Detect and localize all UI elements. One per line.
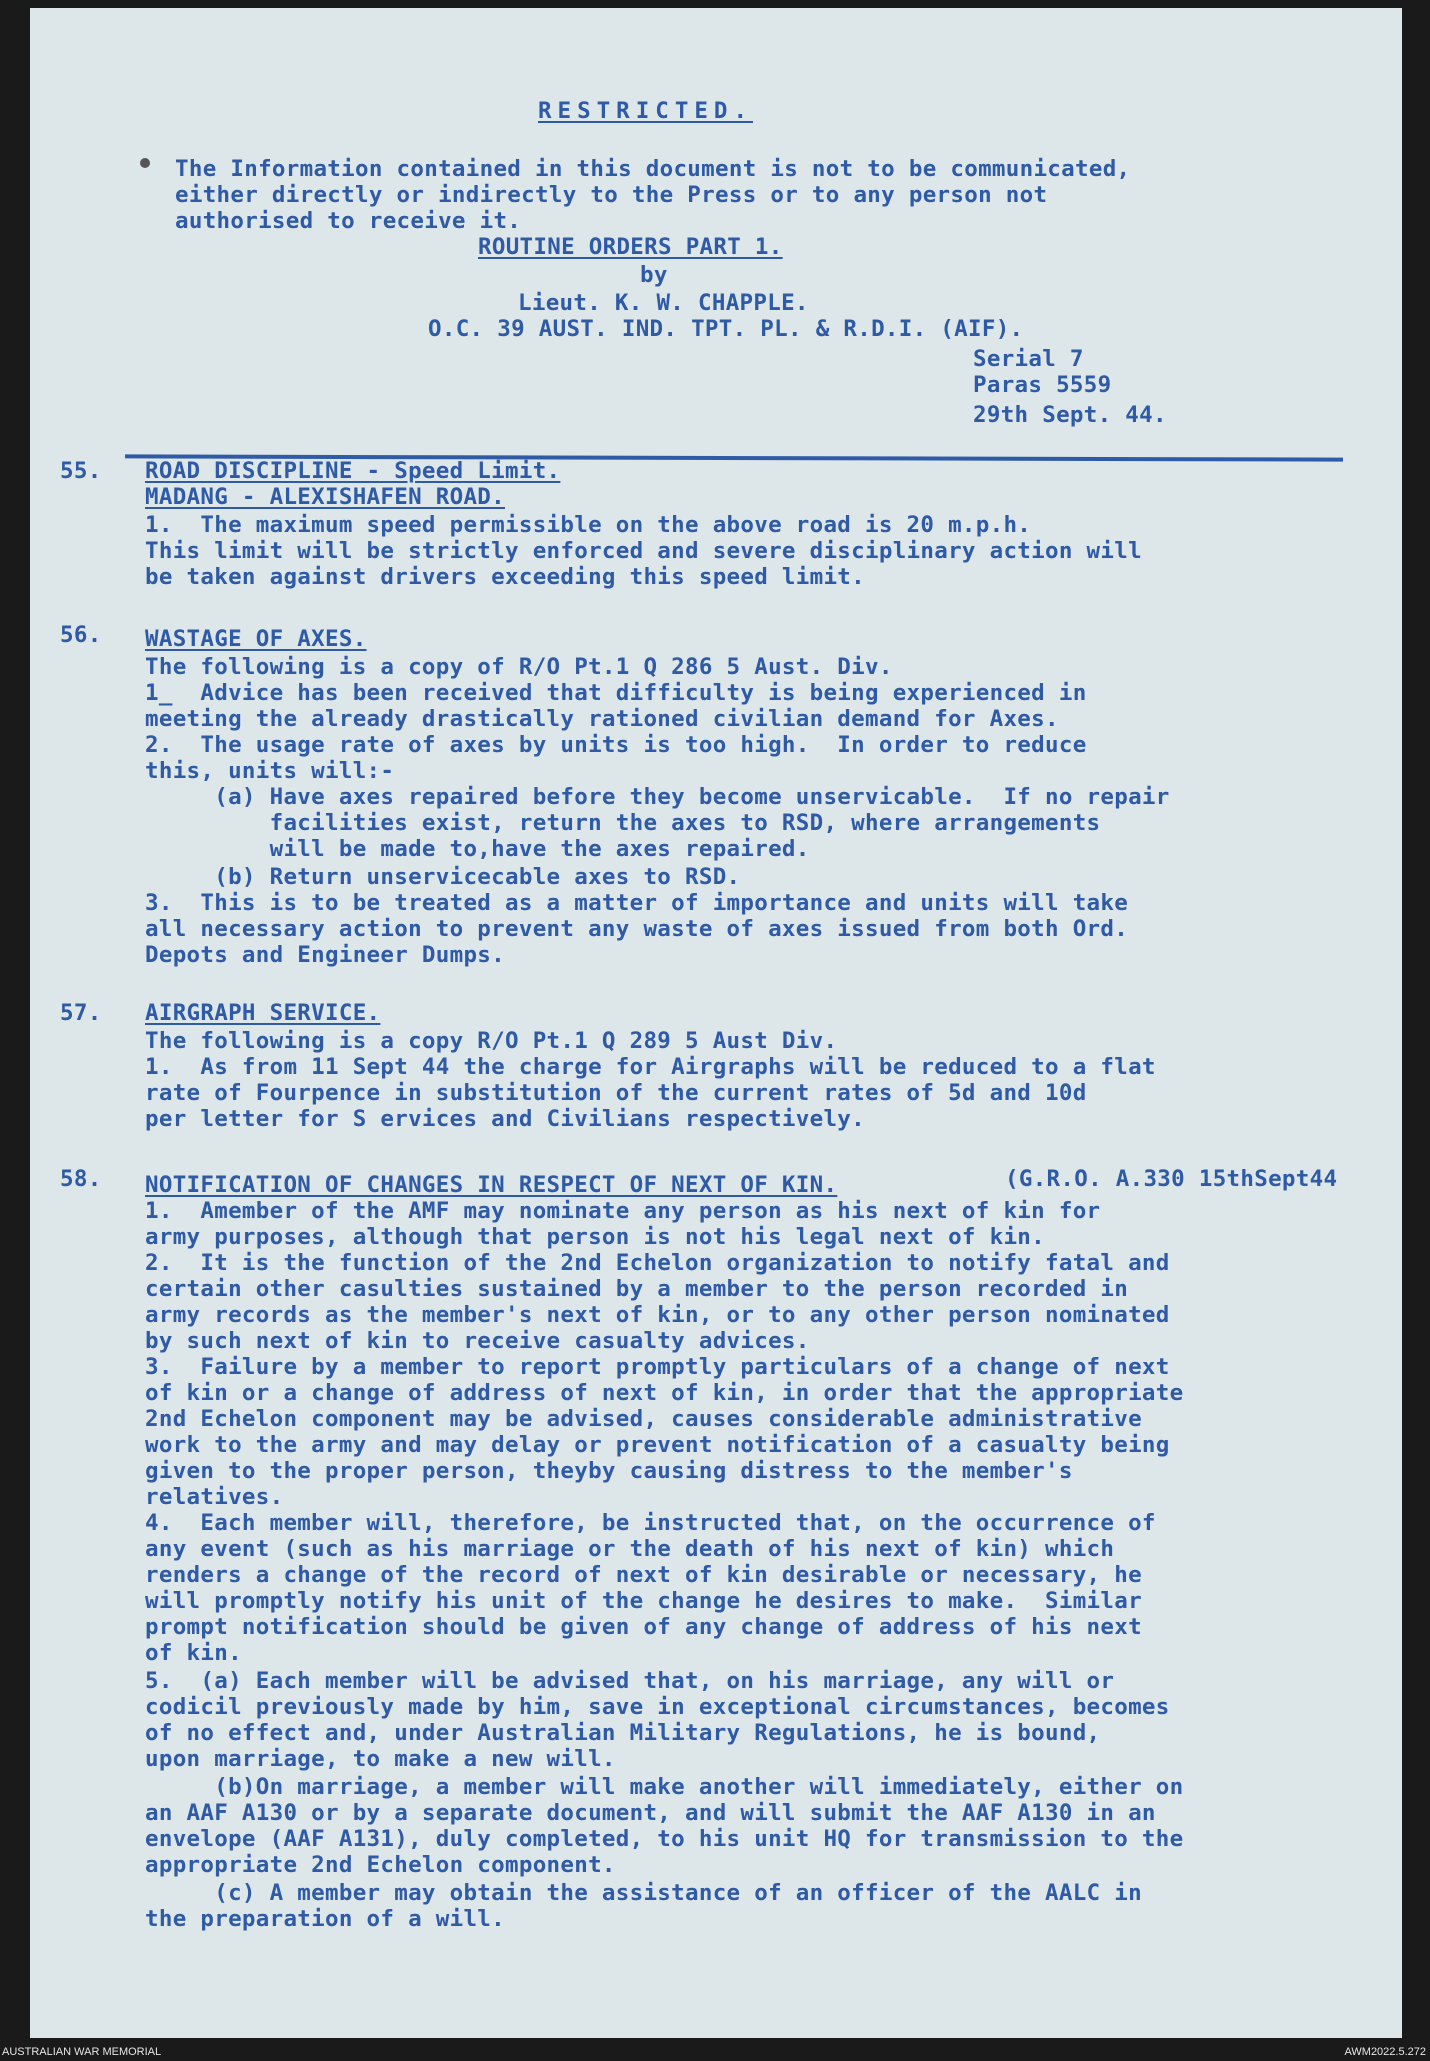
order-title: ROUTINE ORDERS PART 1. xyxy=(478,234,783,260)
section-57-line-3: rate of Fourpence in substitution of the current rates of 5d and 10d xyxy=(145,1080,1087,1106)
section-55-heading: ROAD DISCIPLINE - Speed Limit. xyxy=(145,458,561,484)
section-55-line-2: This limit will be strictly enforced and severe disciplinary action will xyxy=(145,538,1142,564)
section-58-line-22: upon marriage, to make a new will. xyxy=(145,1746,616,1772)
section-58-line-25: envelope (AAF A131), duly completed, to his unit HQ for transmission to the xyxy=(145,1826,1184,1852)
section-56-line-10: 3. This is to be treated as a matter of importance and units will take xyxy=(145,890,1129,916)
notice-line-2: either directly or indirectly to the Press or to any person not xyxy=(175,182,1048,208)
section-58-line-7: 3. Failure by a member to report promptly particulars of a change of next xyxy=(145,1354,1170,1380)
section-58-line-14: any event (such as his marriage or the death of his next of kin) which xyxy=(145,1536,1115,1562)
footer-accession-number: AWM2022.5.272 xyxy=(1344,2046,1426,2058)
section-56-line-4: 2. The usage rate of axes by units is too high. In order to reduce xyxy=(145,732,1087,758)
section-56-line-2: 1_ Advice has been received that difficulty is being experienced in xyxy=(145,680,1087,706)
punch-mark xyxy=(140,158,150,168)
section-58-line-27: (c) A member may obtain the assistance of an officer of the AALC in xyxy=(145,1880,1142,1906)
section-58-line-2: army purposes, although that person is not his legal next of kin. xyxy=(145,1224,1045,1250)
document-page xyxy=(30,8,1402,2038)
section-56-line-7: facilities exist, return the axes to RSD, where arrangements xyxy=(145,810,1101,836)
section-58-line-23: (b)On marriage, a member will make another will immediately, either on xyxy=(145,1774,1184,1800)
unit-name: O.C. 39 AUST. IND. TPT. PL. & R.D.I. (AIF). xyxy=(428,316,1024,342)
section-58-line-15: renders a change of the record of next of kin desirable or necessary, he xyxy=(145,1562,1142,1588)
section-58-line-28: the preparation of a will. xyxy=(145,1906,505,1932)
serial-number: Serial 7 xyxy=(973,346,1084,372)
section-58-number: 58. xyxy=(60,1166,102,1192)
section-58-line-11: given to the proper person, theyby causing distress to the member's xyxy=(145,1458,1073,1484)
section-58-reference: (G.R.O. A.330 15thSept44 xyxy=(1005,1166,1338,1192)
officer-name: Lieut. K. W. CHAPPLE. xyxy=(518,290,809,316)
section-55-subheading: MADANG - ALEXISHAFEN ROAD. xyxy=(145,484,505,510)
section-58-line-21: of no effect and, under Australian Military Regulations, he is bound, xyxy=(145,1720,1101,1746)
section-55-number: 55. xyxy=(60,458,102,484)
order-date: 29th Sept. 44. xyxy=(973,402,1167,428)
notice-line-3: authorised to receive it. xyxy=(175,208,522,234)
section-57-line-1: The following is a copy R/O Pt.1 Q 289 5 Aust Div. xyxy=(145,1028,838,1054)
section-57-heading: AIRGRAPH SERVICE. xyxy=(145,1000,381,1026)
section-56-heading: WASTAGE OF AXES. xyxy=(145,626,367,652)
section-58-line-19: 5. (a) Each member will be advised that, on his marriage, any will or xyxy=(145,1668,1115,1694)
order-by: by xyxy=(640,262,668,288)
section-58-heading: NOTIFICATION OF CHANGES IN RESPECT OF NEXT OF KIN. xyxy=(145,1172,838,1198)
section-57-line-4: per letter for S ervices and Civilians respectively. xyxy=(145,1106,865,1132)
section-57-line-2: 1. As from 11 Sept 44 the charge for Airgraphs will be reduced to a flat xyxy=(145,1054,1156,1080)
section-55-line-1: 1. The maximum speed permissible on the above road is 20 m.p.h. xyxy=(145,512,1032,538)
section-56-line-8: will be made to,have the axes repaired. xyxy=(145,836,810,862)
section-58-line-9: 2nd Echelon component may be advised, causes considerable administrative xyxy=(145,1406,1142,1432)
paras-range: Paras 5559 xyxy=(973,372,1112,398)
section-55-line-3: be taken against drivers exceeding this speed limit. xyxy=(145,564,865,590)
footer-credit: AUSTRALIAN WAR MEMORIAL xyxy=(2,2046,162,2058)
section-56-line-11: all necessary action to prevent any waste of axes issued from both Ord. xyxy=(145,916,1129,942)
section-58-line-4: certain other casulties sustained by a member to the person recorded in xyxy=(145,1276,1129,1302)
section-58-line-8: of kin or a change of address of next of kin, in order that the appropriate xyxy=(145,1380,1184,1406)
section-58-line-20: codicil previously made by him, save in exceptional circumstances, becomes xyxy=(145,1694,1170,1720)
section-58-line-24: an AAF A130 or by a separate document, and will submit the AAF A130 in an xyxy=(145,1800,1156,1826)
section-58-line-13: 4. Each member will, therefore, be instructed that, on the occurrence of xyxy=(145,1510,1156,1536)
notice-line-1: The Information contained in this document is not to be communicated, xyxy=(175,156,1131,182)
section-58-line-6: by such next of kin to receive casualty advices. xyxy=(145,1328,810,1354)
section-56-line-5: this, units will:- xyxy=(145,758,395,784)
section-58-line-3: 2. It is the function of the 2nd Echelon organization to notify fatal and xyxy=(145,1250,1170,1276)
section-56-line-3: meeting the already drastically rationed civilian demand for Axes. xyxy=(145,706,1059,732)
section-58-line-17: prompt notification should be given of any change of address of his next xyxy=(145,1614,1142,1640)
section-56-number: 56. xyxy=(60,622,102,648)
section-56-line-1: The following is a copy of R/O Pt.1 Q 286 5 Aust. Div. xyxy=(145,654,893,680)
section-58-line-1: 1. Amember of the AMF may nominate any person as his next of kin for xyxy=(145,1198,1101,1224)
section-58-line-18: of kin. xyxy=(145,1640,242,1666)
section-58-line-12: relatives. xyxy=(145,1484,284,1510)
section-58-line-5: army records as the member's next of kin, or to any other person nominated xyxy=(145,1302,1170,1328)
section-56-line-12: Depots and Engineer Dumps. xyxy=(145,942,505,968)
section-58-line-16: will promptly notify his unit of the change he desires to make. Similar xyxy=(145,1588,1142,1614)
section-56-line-9: (b) Return unservicecable axes to RSD. xyxy=(145,864,741,890)
section-56-line-6: (a) Have axes repaired before they become unservicable. If no repair xyxy=(145,784,1170,810)
section-58-line-26: appropriate 2nd Echelon component. xyxy=(145,1852,616,1878)
section-58-line-10: work to the army and may delay or prevent notification of a casualty being xyxy=(145,1432,1170,1458)
restricted-title: RESTRICTED. xyxy=(538,98,754,124)
section-57-number: 57. xyxy=(60,1000,102,1026)
